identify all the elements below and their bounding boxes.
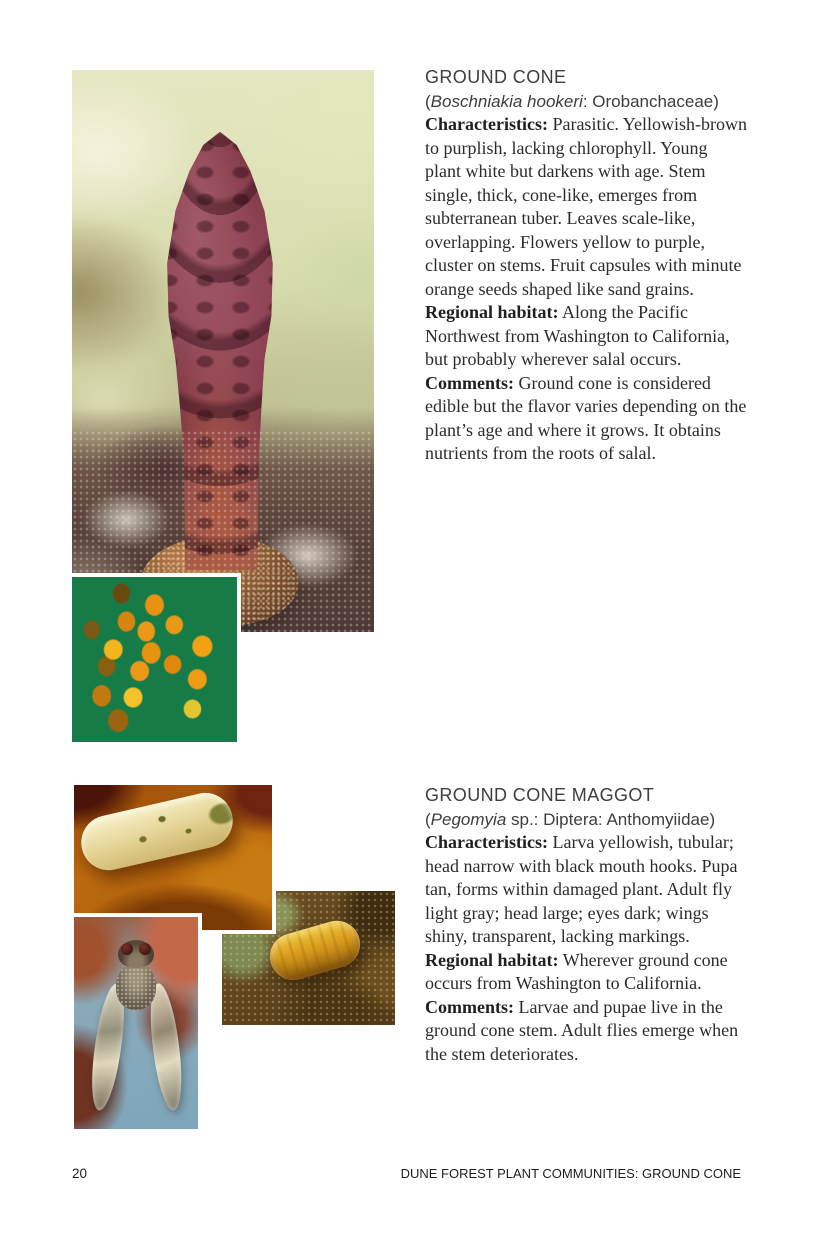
photo-art-larva xyxy=(76,787,239,875)
species-italic: Boschniakia hookeri xyxy=(430,91,583,111)
comments-paragraph xyxy=(425,996,747,1067)
running-title: DUNE FOREST PLANT COMMUNITIES: GROUND CONE xyxy=(400,1166,741,1181)
paragraph-text: Larvae and pupae live in the ground cone stem. Adult flies emerge when the stem deteriorates. xyxy=(425,996,739,1064)
regional-habitat-paragraph xyxy=(425,301,747,372)
ground-cone-seeds-photo xyxy=(68,573,241,746)
paragraph-label: Characteristics: xyxy=(425,114,548,134)
species-line xyxy=(425,90,747,114)
paragraph-label: Characteristics: xyxy=(425,832,548,852)
paragraph-label: Regional habitat: xyxy=(425,949,559,970)
comments-paragraph xyxy=(425,372,747,466)
regional-habitat-paragraph xyxy=(425,949,747,996)
species-prefix: ( xyxy=(425,809,431,829)
entry-heading: GROUND CONE MAGGOT xyxy=(425,785,655,805)
entry-heading: GROUND CONE xyxy=(425,67,567,87)
paragraph-text: Wherever ground cone occurs from Washington to California. xyxy=(425,949,728,993)
species-rest: sp.: Diptera: Anthomyiidae) xyxy=(506,809,716,829)
paragraph-text: Parasitic. Yellowish-brown to purplish, lacking chlorophyll. Young plant white but darkens with age. Stem single, thick, cone-like, emerges from subterranean tuber. Leaves scale-like, overlapping. Flowers yellow to purple, cluster on stems. Fruit capsules with minute orange seeds shaped like sand grains. xyxy=(425,114,747,299)
photo-art-fly-head xyxy=(118,940,154,968)
page-footer xyxy=(72,1166,741,1181)
adult-fly-photo xyxy=(70,913,202,1133)
species-italic: Pegomyia xyxy=(430,809,507,829)
characteristics-paragraph xyxy=(425,831,747,949)
entry-ground-cone-text xyxy=(425,66,747,466)
characteristics-paragraph xyxy=(425,113,747,301)
maggot-larva-photo xyxy=(70,781,276,934)
entry-ground-cone-maggot-text xyxy=(425,784,747,1066)
paragraph-text: Along the Pacific Northwest from Washington to California, but probably wherever salal occurs. xyxy=(425,302,730,369)
paragraph-text: Ground cone is considered edible but the flavor varies depending on the plant’s age and where it grows. It obtains nutrients from the roots of salal. xyxy=(425,372,747,463)
paragraph-label: Comments: xyxy=(425,996,514,1017)
species-rest: : Orobanchaceae) xyxy=(582,91,719,111)
ground-cone-plant-photo xyxy=(72,70,374,632)
species-prefix: ( xyxy=(425,91,431,111)
photo-art-fly-thorax xyxy=(116,964,156,1010)
paragraph-text: Larva yellowish, tubular; head narrow with black mouth hooks. Pupa tan, forms within damaged plant. Adult fly light gray; head large; eyes dark; wings shiny, transparent, lacking markings. xyxy=(425,832,738,946)
photo-art-pupa xyxy=(264,915,365,985)
species-line xyxy=(425,808,747,832)
page-number: 20 xyxy=(72,1166,88,1181)
paragraph-label: Comments: xyxy=(425,372,514,393)
paragraph-label: Regional habitat: xyxy=(425,302,559,322)
